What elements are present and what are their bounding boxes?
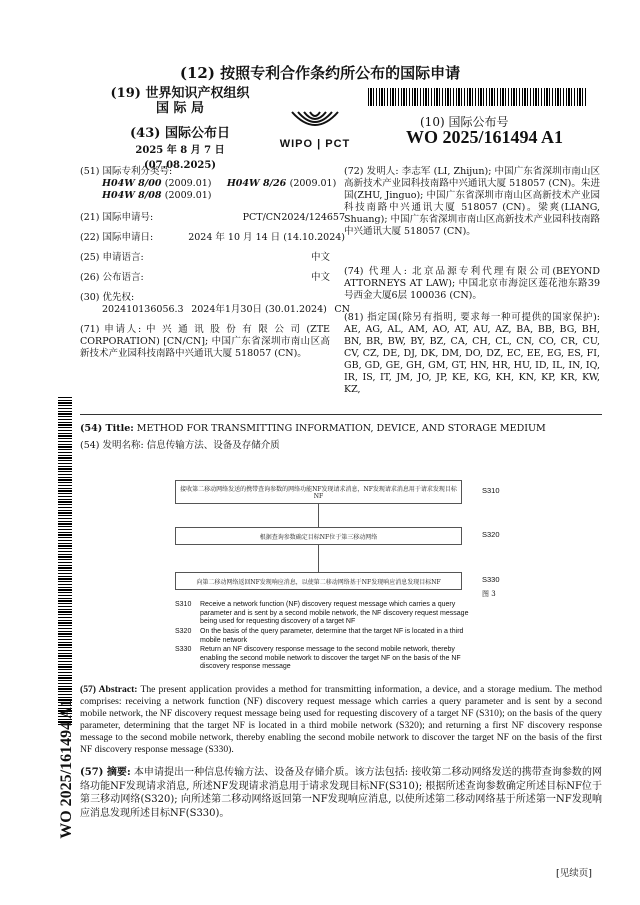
pub-language: 中文 — [310, 272, 330, 283]
inventor-label: (72) 发明人: — [344, 166, 399, 177]
org-bureau: 国 际 局 — [155, 101, 205, 116]
title-en-label: (54) Title: — [80, 423, 134, 434]
ipc-label: (51) 国际专利分类号: — [80, 166, 173, 177]
ipc-code: H04W 8/00 — [102, 178, 162, 189]
legend-text-s330: Return an NF discovery response message to the second mobile network, thereby enabling the second mobile network to discover the target NF on the basis of the NF discovery response message — [200, 646, 461, 670]
designated-states-text: AE, AG, AL, AM, AO, AT, AU, AZ, BA, BB, BG, BH, BN, BR, BW, BY, BZ, CA, CH, CL, CN, CO, CR, CU, CV, CZ, DE, DJ, DK, DM, DO, DZ, EC, EE, EG, ES, FI, GB, GD, GE, GH, GM, GT, HN, HR, HU, ID, IL, IN, IQ, IR, IS, IT, JM, JO, JP, KE, KG, KH, KN, KP, KR, KW, KZ, — [344, 324, 600, 395]
document-title: (12) 按照专利合作条约所公布的国际申请 — [179, 64, 461, 82]
left-biblio-column — [80, 166, 345, 202]
legend-text-s320: On the basis of the query parameter, determine that the target NF is located in a third mobile network — [200, 628, 464, 644]
abstract-en-label: (57) Abstract: — [80, 684, 138, 695]
title-en: METHOD FOR TRANSMITTING INFORMATION, DEVICE, AND STORAGE MEDIUM — [136, 423, 546, 434]
inventor-text: 李志军 (LI, Zhijun); 中国广东省深圳市南山区高新技术产业园科技南路中兴通讯大厦 518057 (CN)。朱进国(ZHU, Jinguo); 中国广东省深圳市南山区高新技术产业园科技南路中兴通讯大厦 518057 (CN)。梁爽(LIANG, Shuang); 中国广东省深圳市南山区高新技术产业园科技南路中兴通讯大厦 518057 (CN)。 — [344, 166, 600, 237]
flow-box-s330: 向第二移动网络返回NF发现响应消息，以使第二移动网络基于NF发现响应消息发现目标NF — [175, 572, 462, 590]
filing-date-label: (22) 国际申请日: — [80, 232, 154, 243]
title-zh-label: (54) 发明名称: — [80, 440, 144, 451]
agent-block — [344, 266, 600, 302]
priority-country: CN — [334, 304, 350, 315]
flow-box-s320: 根据查询参数确定目标NF位于第三移动网络 — [175, 527, 462, 545]
pub-date: 2025 年 8 月 7 日 (07.08.2025) — [135, 145, 225, 171]
pub-language-label: (26) 公布语言: — [80, 272, 144, 283]
legend-text-s310: Receive a network function (NF) discovery request message which carries a query parameter and is sent by a second mobile network, the NF discovery request message being used for requesting discovery of a target NF — [200, 601, 469, 625]
legend-code-s310: S310 — [175, 601, 192, 608]
designated-states-block — [344, 312, 600, 396]
continued-note: [见续页] — [556, 868, 592, 879]
title-zh-row — [80, 440, 602, 452]
org-name: (19) 世界知识产权组织 — [110, 86, 250, 101]
app-number-label: (21) 国际申请号: — [80, 212, 154, 223]
ipc-date: (2009.01) — [289, 178, 337, 189]
flow-arrow — [318, 503, 319, 527]
ipc-code: H04W 8/26 — [226, 178, 287, 189]
side-pub-number: WO 2025/161494 A1 — [58, 699, 75, 839]
step-label-s330: S330 — [482, 575, 500, 584]
applicant-text: 中 兴 通 讯 股 份 有 限 公 司 (ZTE CORPORATION) [CN/CN]; 中国广东省深圳市南山区高新技术产业园科技南路中兴通讯大厦 518057 (CN)。 — [80, 324, 330, 359]
designated-states-label: (81) 指定国(除另有指明, 要求每一种可提供的国家保护): — [344, 312, 600, 323]
abstract-en — [80, 684, 602, 756]
figure-label: 图 3 — [482, 590, 496, 598]
applicant-label: (71) 申请人: — [80, 324, 142, 335]
filing-language: 中文 — [310, 252, 330, 263]
step-label-s320: S320 — [482, 530, 500, 539]
priority-date: 2024年1月30日 (30.01.2024) — [191, 304, 327, 315]
agent-label: (74) 代理人: — [344, 266, 407, 277]
app-number: PCT/CN2024/124657 — [242, 212, 345, 223]
wipo-logo — [270, 108, 360, 152]
priority-number: 202410136056.3 — [102, 304, 184, 315]
abstract-zh — [80, 766, 602, 820]
filing-date: 2024 年 10 月 14 日 (14.10.2024) — [188, 232, 345, 243]
top-barcode — [368, 88, 588, 106]
title-zh: 信息传输方法、设备及存储介质 — [146, 440, 280, 451]
abstract-zh-text: 本申请提出一种信息传输方法、设备及存储介质。该方法包括: 接收第二移动网络发送的携带查询参数的网络功能NF发现请求消息, 所述NF发现请求消息用于请求发现目标NF(S310); 根据所述查询参数确定所述目标NF位于第三移动网络(S320); 向所述第二移动网络返回第一NF发现响应消息, 以使所述第二移动网络基于所述第一NF发现响应消息发现所述目标NF(S330)。 — [80, 767, 602, 819]
priority-label: (30) 优先权: — [80, 292, 135, 303]
filing-language-row — [80, 252, 330, 264]
applicant-block — [80, 324, 330, 360]
pub-number: WO 2025/161494 A1 — [406, 127, 564, 147]
pub-language-row — [80, 272, 330, 284]
abstract-zh-label: (57) 摘要: — [80, 767, 131, 778]
ipc-date: (2009.01) — [164, 178, 212, 189]
filing-language-label: (25) 申请语言: — [80, 252, 144, 263]
agent-text: 北京品源专利代理有限公司(BEYOND ATTORNEYS AT LAW); 中国北京市海淀区莲花池东路39号西金大厦6层 100036 (CN)。 — [344, 266, 600, 301]
title-en-row — [80, 423, 602, 435]
divider — [80, 414, 602, 415]
ipc-code: H04W 8/08 — [102, 190, 162, 201]
ipc-date: (2009.01) — [164, 190, 212, 201]
legend-code-s330: S330 — [175, 646, 192, 653]
filing-date-row — [80, 232, 345, 244]
legend-code-s320: S320 — [175, 628, 192, 635]
flow-box-s310: 接收第二移动网络发送的携带查询参数的网络功能NF发现请求消息，NF发现请求消息用于请求发现目标NF — [175, 480, 462, 504]
priority-block — [80, 292, 350, 316]
pub-no-label: (10) 国际公布号 — [420, 115, 509, 129]
app-number-row — [80, 212, 345, 224]
wipo-logo-text: WIPO | PCT — [279, 138, 351, 150]
inventor-block — [344, 166, 600, 238]
flow-arrow — [318, 544, 319, 572]
abstract-en-text: The present application provides a method for transmitting information, a device, and a storage medium. The method comprises: receiving a network function (NF) discovery request message which carries a query parameter and is sent by a second mobile network, the NF discovery request message being used for requesting discovery of a target NF (S310); on the basis of the query parameter, determining that the target NF is located in a third mobile network (S320); and returning a first NF discovery response message to the second mobile network, thereby enabling the second mobile network to discover the target NF on the basis of the first NF discovery response message (S330). — [80, 684, 602, 755]
pub-date-label: (43) 国际公布日 — [130, 126, 230, 141]
step-label-s310: S310 — [482, 486, 500, 495]
